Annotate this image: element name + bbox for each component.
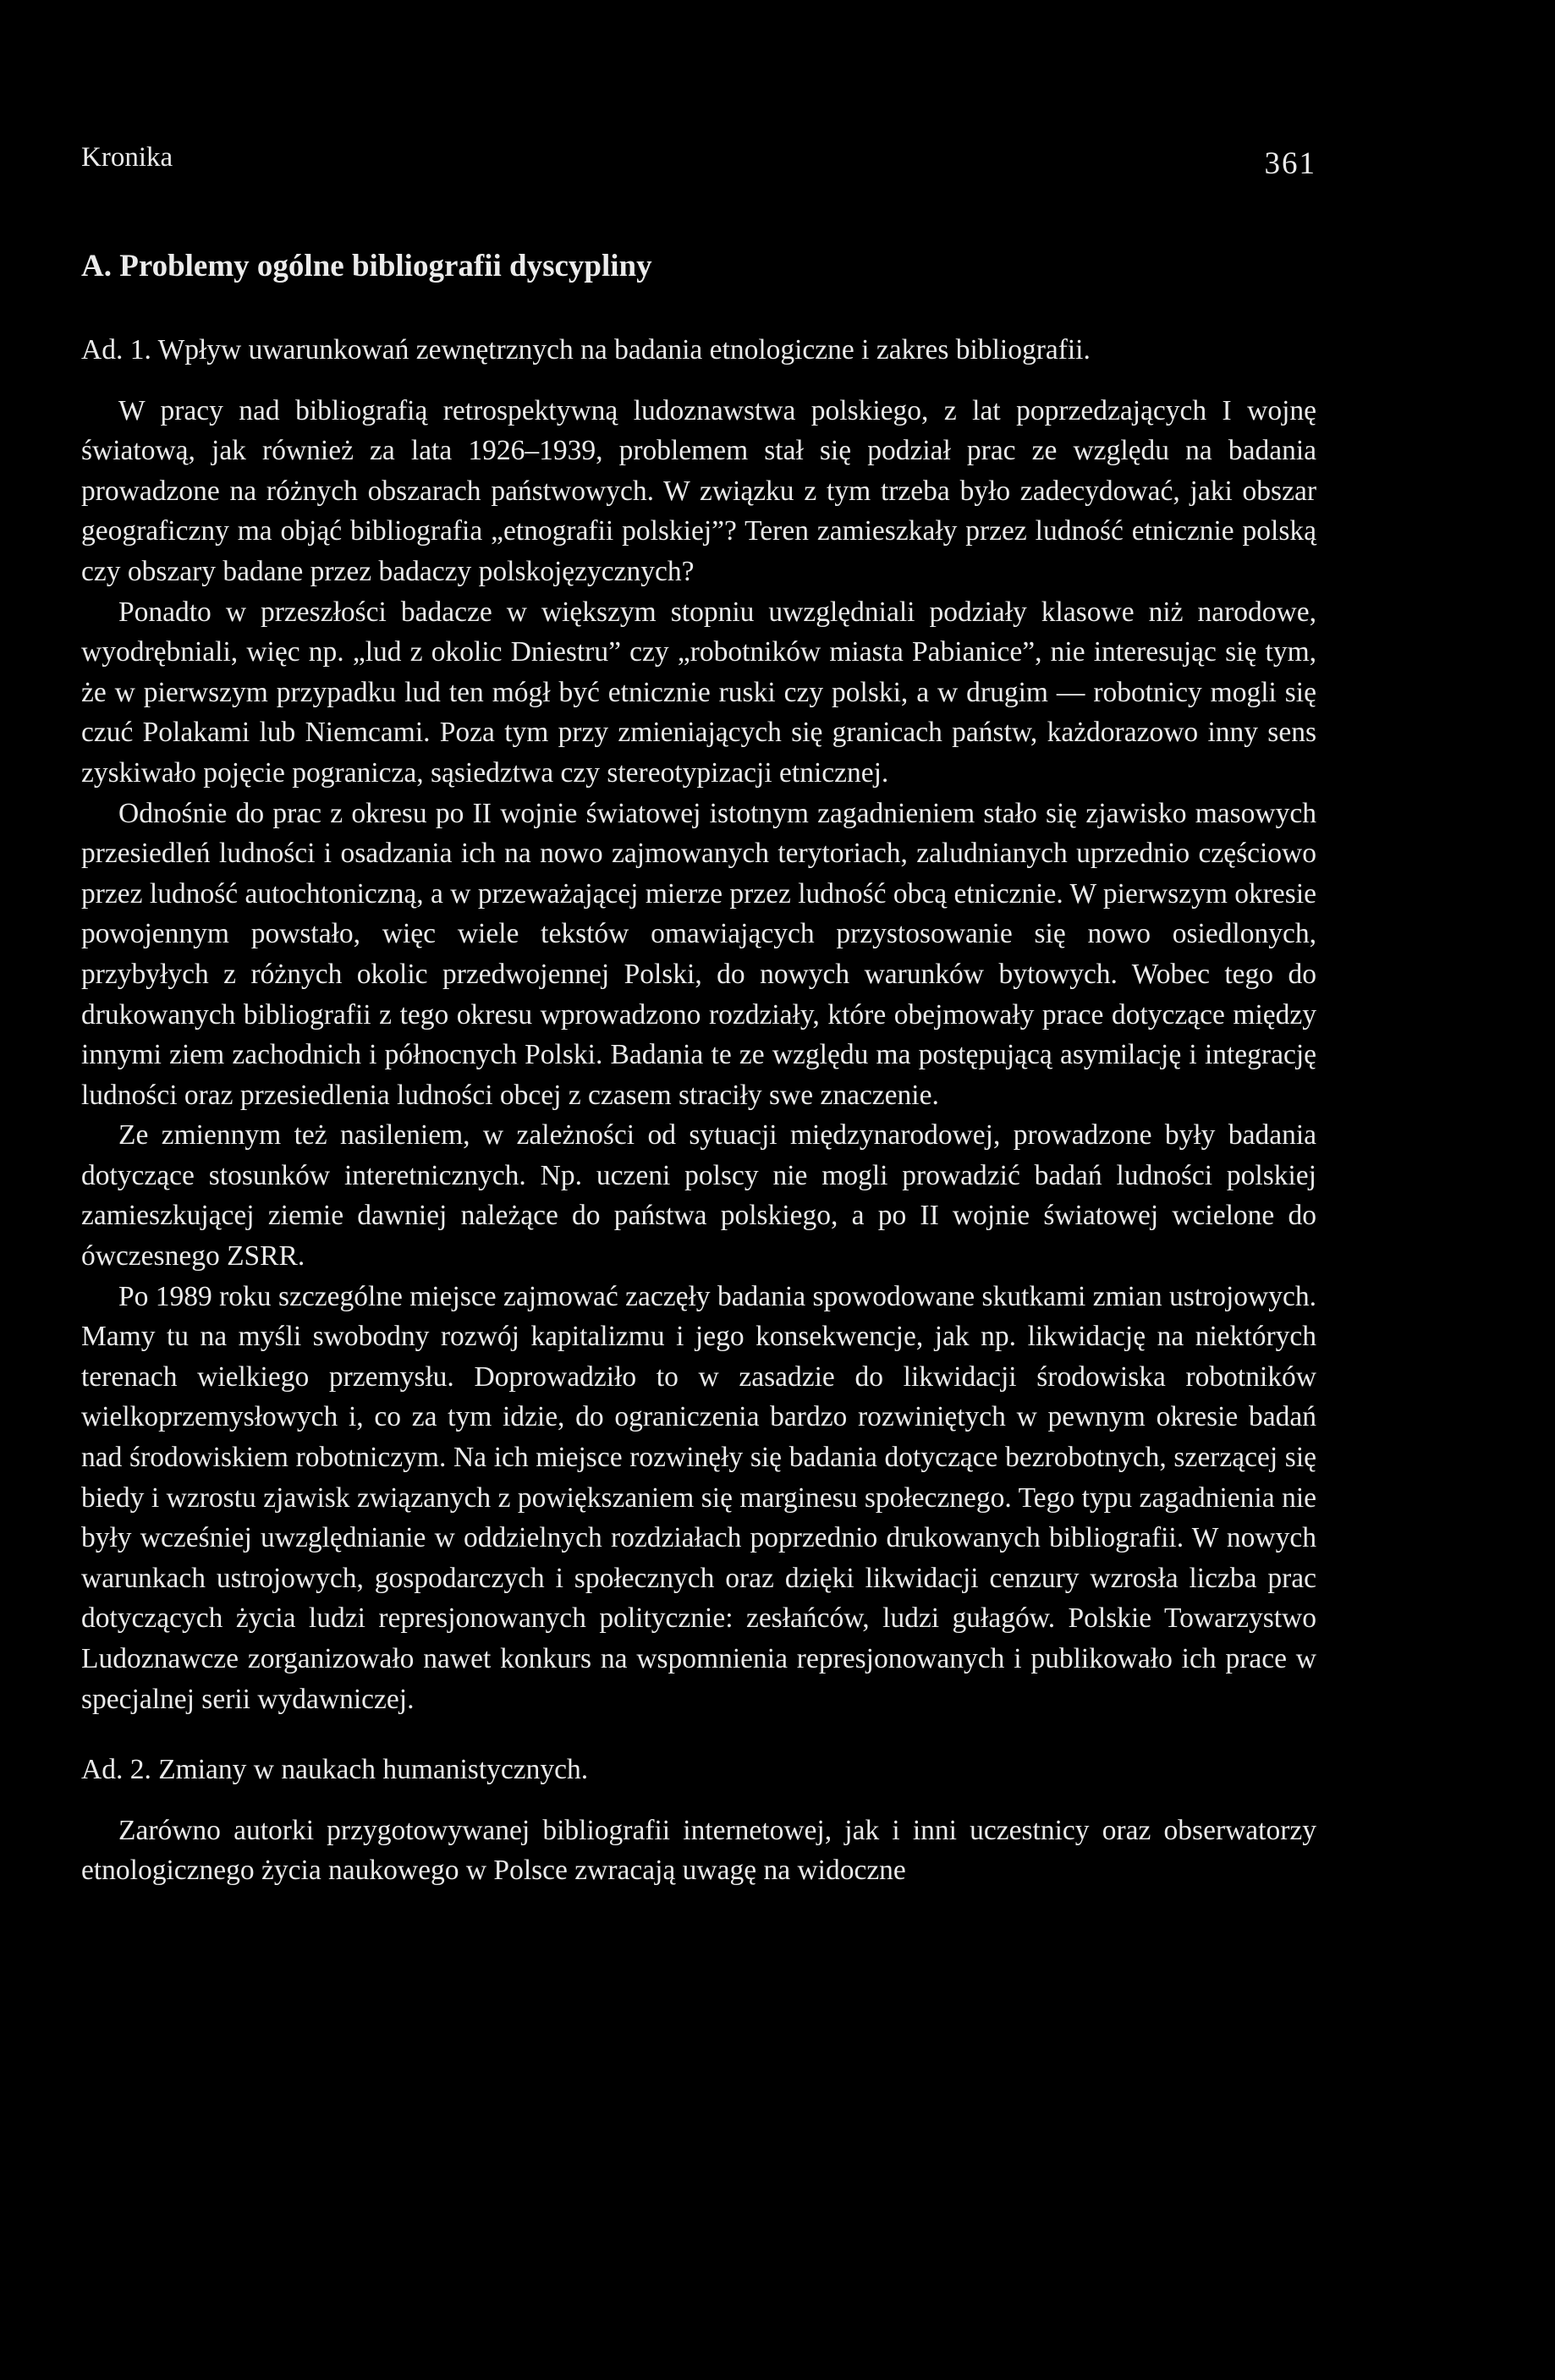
paragraph: Ze zmiennym też nasileniem, w zależności od sytuacji międzynarodowej, prowadzone były badania dotyczące stosunków interetnicznych. Np. uczeni polscy nie mogli prowadzić badań ludności polskiej zamieszkującej ziemie dawniej należące do państwa polskiego, a po II wojnie światowej wcielone do ówczesnego ZSRR. xyxy=(81,1119,1316,1272)
running-title: Kronika xyxy=(81,142,173,173)
subsection-heading-ad-1: Ad. 1. Wpływ uwarunkowań zewnętrznych na badania etnologiczne i zakres bibliografii. xyxy=(81,334,1091,366)
paragraph: Odnośnie do prac z okresu po II wojnie światowej istotnym zagadnieniem stało się zjawisko masowych przesiedleń ludności i osadzania ich na nowo zajmowanych terytoriach, zaludnianych uprzednio częściowo przez ludność autochtoniczną, a w przeważającej mierze przez ludność obcą etnicznie. W pierwszym okresie powojennym powstało, więc wiele tekstów omawiających przystosowanie się nowo osiedlonych, przybyłych z różnych okolic przedwojennej Polski, do nowych warunków bytowych. Wobec tego do drukowanych bibliografii z tego okresu wprowadzono rozdziały, które obejmowały prace dotyczące między innymi ziem zachodnich i północnych Polski. Badania te ze względu ma postępującą asymilację i integrację ludności oraz przesiedlenia ludności obcej z czasem straciły swe znaczenie. xyxy=(81,797,1316,1111)
paragraph: W pracy nad bibliografią retrospektywną ludoznawstwa polskiego, z lat poprzedzających I wojnę światową, jak również za lata 1926–1939, problemem stał się podział prac ze względu na badania prowadzone na różnych obszarach państwowych. W związku z tym trzeba było zadecydować, jaki obszar geograficzny ma objąć bibliografia „etnografii polskiej”? Teren zamieszkały przez ludność etnicznie polską czy obszary badane przez badaczy polskojęzycznych? xyxy=(81,394,1316,587)
paragraph: Zarówno autorki przygotowywanej bibliografii internetowej, jak i inni uczestnicy oraz obserwatorzy etnologicznego życia naukowego w Polsce zwracają uwagę na widoczne xyxy=(81,1814,1316,1887)
subsection-heading-ad-2: Ad. 2. Zmiany w naukach humanistycznych. xyxy=(81,1754,589,1786)
paragraph: Ponadto w przeszłości badacze w większym stopniu uwzględniali podziały klasowe niż narodowe, wyodrębniali, więc np. „lud z okolic Dniestru” czy „robotników miasta Pabianice”, nie interesując się tym, że w pierwszym przypadku lud ten mógł być etnicznie ruski czy polski, a w drugim — robotnicy mogli się czuć Polakami lub Niemcami. Poza tym przy zmieniających się granicach państw, każdorazowo inny sens zyskiwało pojęcie pogranicza, sąsiedztwa czy stereotypizacji etnicznej. xyxy=(81,596,1316,789)
section-heading: A. Problemy ogólne bibliografii dyscypliny xyxy=(81,249,652,283)
paragraph: Po 1989 roku szczególne miejsce zajmować zaczęły badania spowodowane skutkami zmian ustrojowych. Mamy tu na myśli swobodny rozwój kapitalizmu i jego konsekwencje, jak np. likwidację na niektórych terenach wielkiego przemysłu. Doprowadziło to w zasadzie do likwidacji środowiska robotników wielkoprzemysłowych i, co za tym idzie, do ograniczenia bardzo rozwiniętych w pewnym okresie badań nad środowiskiem robotniczym. Na ich miejsce rozwinęły się badania dotyczące bezrobotnych, szerzącej się biedy i wzrostu zjawisk związanych z powiększaniem się marginesu społecznego. Tego typu zagadnienia nie były wcześniej uwzględnianie w oddzielnych rozdziałach poprzednio drukowanych bibliografii. W nowych warunkach ustrojowych, gospodarczych i społecznych oraz dzięki likwidacji cenzury wzrosła liczba prac dotyczących życia ludzi represjonowanych politycznie: zesłańców, ludzi gułagów. Polskie Towarzystwo Ludoznawcze zorganizowało nawet konkurs na wspomnienia represjonowanych i publikowało ich prace w specjalnej serii wydawniczej. xyxy=(81,1280,1316,1715)
page-number: 361 xyxy=(1264,146,1316,181)
page xyxy=(81,127,1316,1891)
running-head xyxy=(81,127,1316,181)
